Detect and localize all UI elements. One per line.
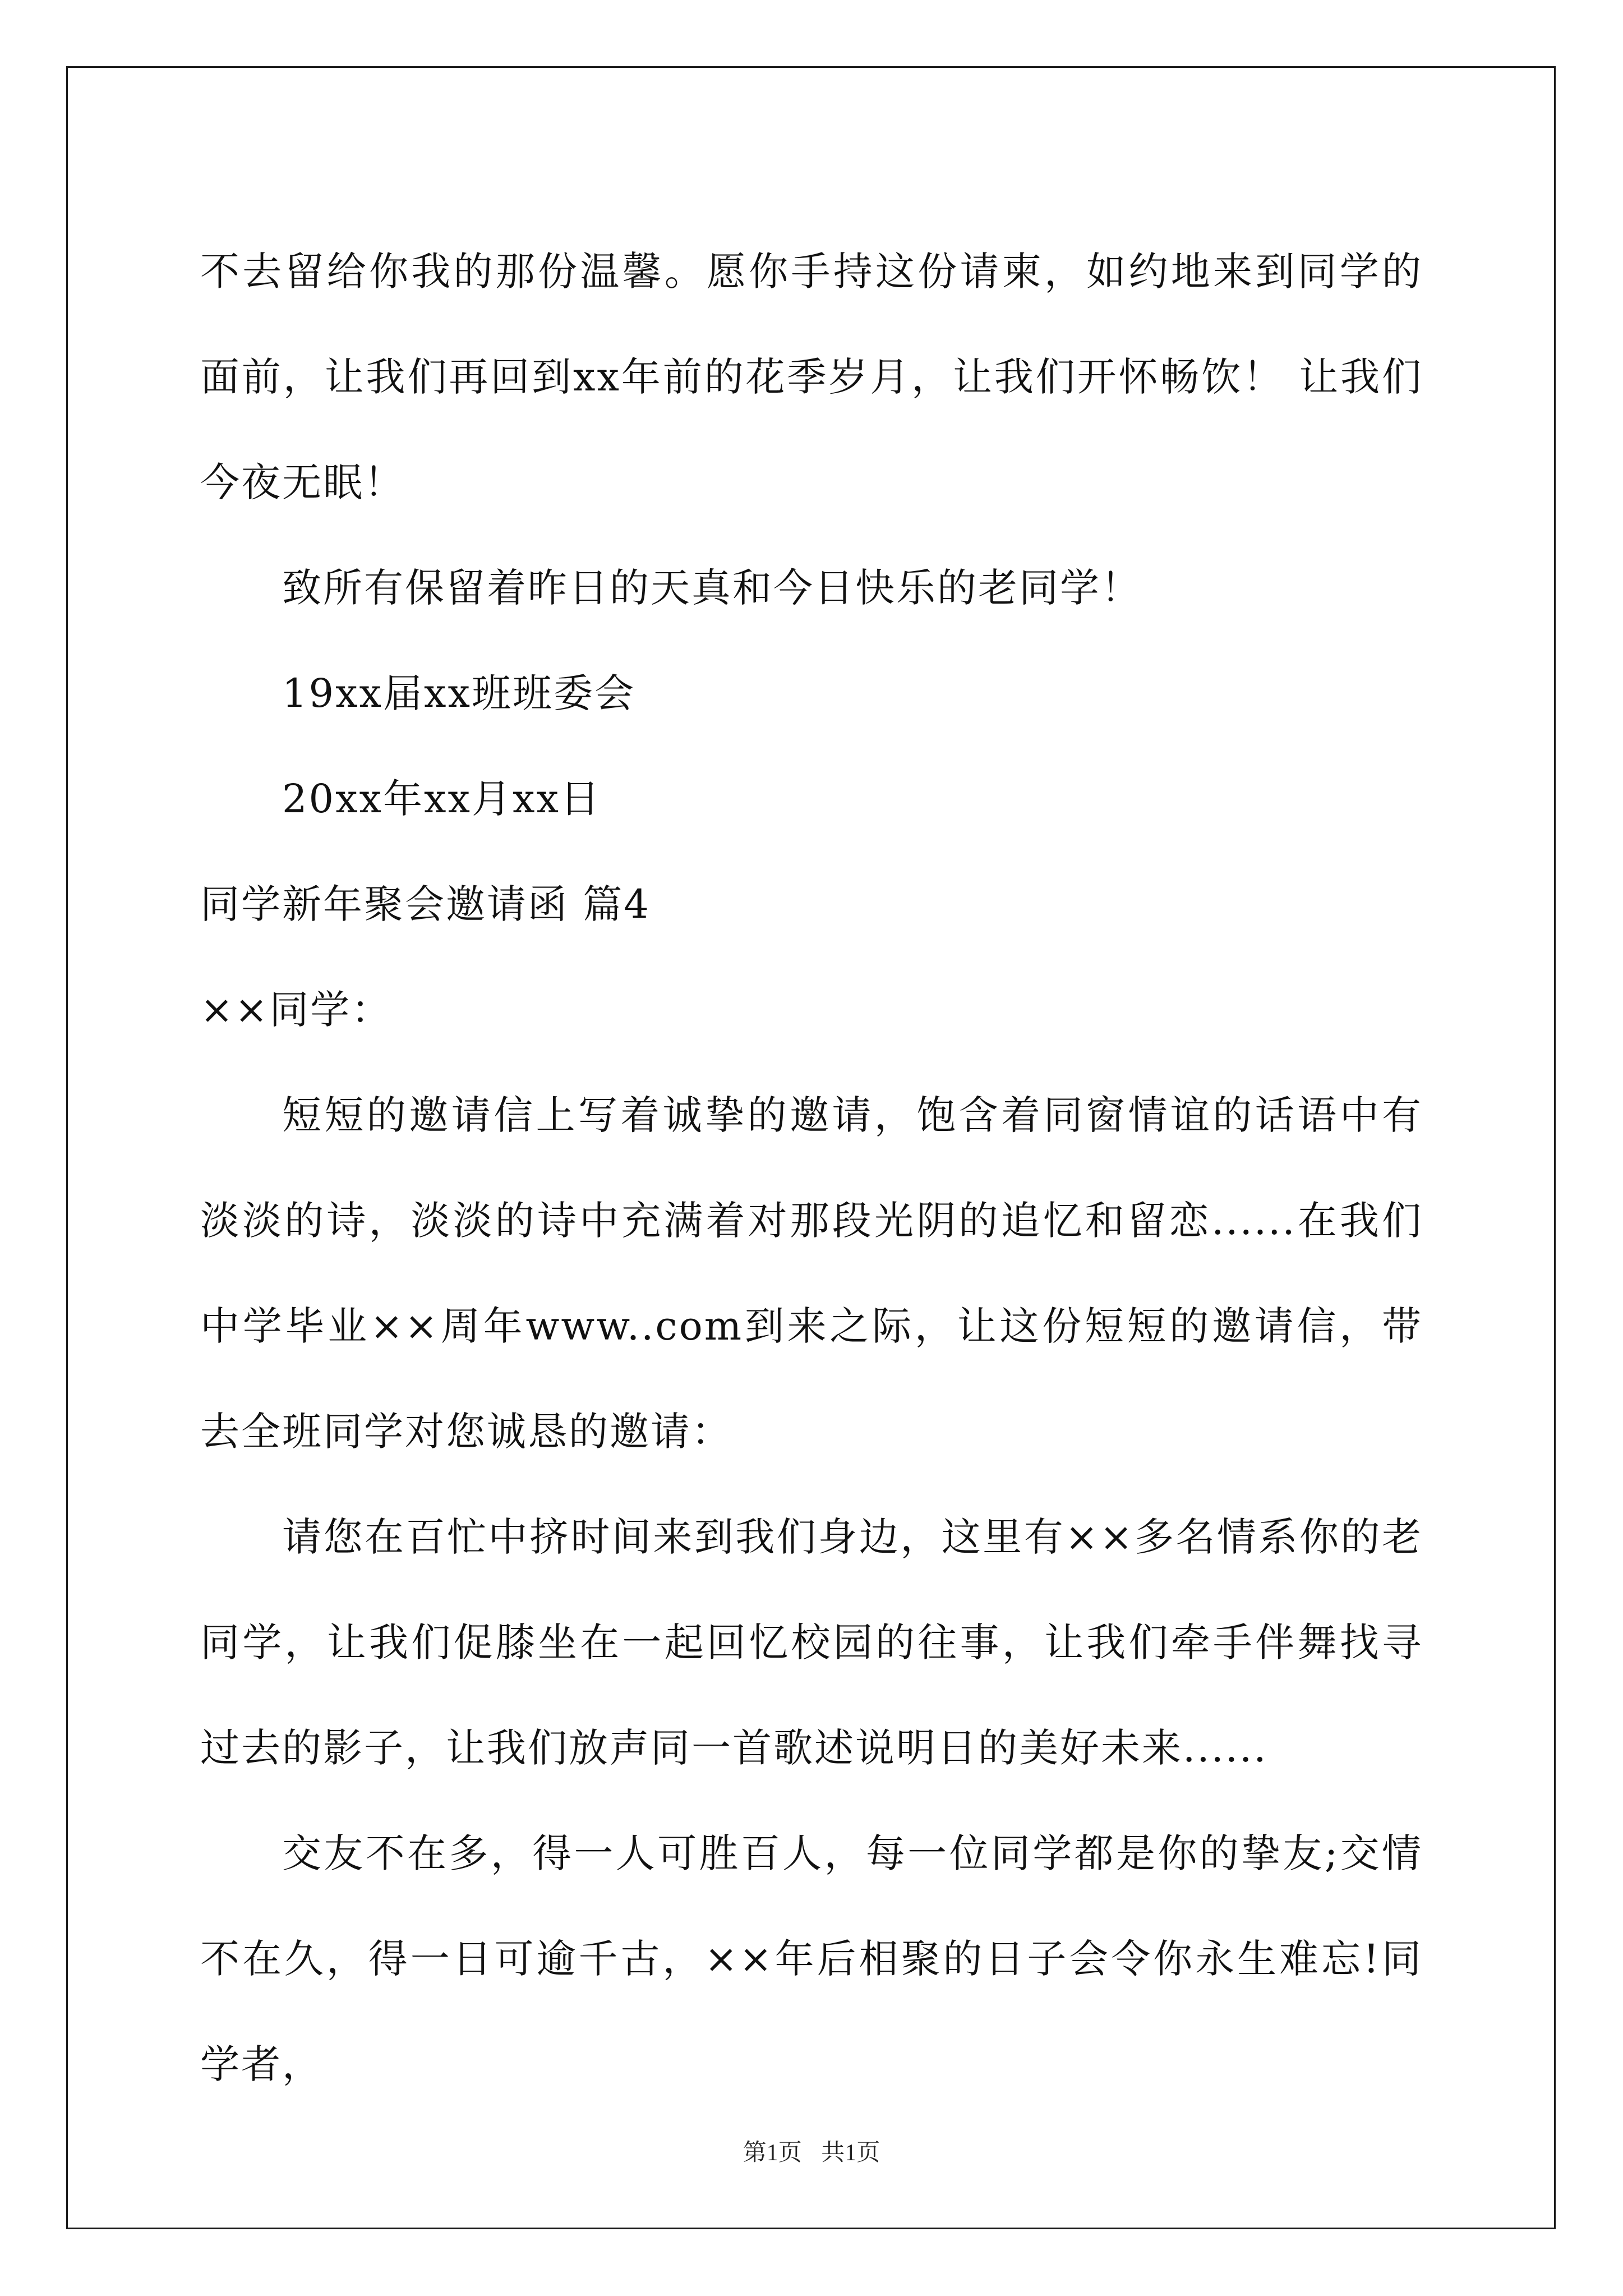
page-total: 共1页	[821, 2140, 880, 2166]
page-number: 第1页	[743, 2140, 802, 2166]
paragraph-5: 短短的邀请信上写着诚挚的邀请，饱含着同窗情谊的话语中有淡淡的诗，淡淡的诗中充满着对那段光阴的追忆和留恋......在我们中学毕业××周年www..com到来之际，让这份短短的邀请信，带去全班同学对您诚恳的邀请：	[200, 1092, 1423, 1455]
salutation: ××同学：	[200, 987, 393, 1033]
paragraph-3: 19xx届xx班班委会	[282, 670, 635, 716]
paragraph-4: 20xx年xx月xx日	[282, 776, 601, 822]
document-body	[200, 219, 1423, 2117]
paragraph-7: 交友不在多，得一人可胜百人，每一位同学都是你的挚友;交情不在久，得一日可逾千古，××年后相聚的日子会令你永生难忘!同学者，	[200, 1830, 1423, 2087]
paragraph-2: 致所有保留着昨日的天真和今日快乐的老同学！	[282, 565, 1142, 611]
paragraph-6: 请您在百忙中挤时间来到我们身边，这里有××多名情系你的老同学，让我们促膝坐在一起回忆校园的往事，让我们牵手伴舞找寻过去的影子，让我们放声同一首歌述说明日的美好未来......	[200, 1514, 1423, 1771]
section-heading: 同学新年聚会邀请函 篇4	[200, 881, 651, 927]
paragraph-1: 不去留给你我的那份温馨。愿你手持这份请柬，如约地来到同学的面前，让我们再回到xx年前的花季岁月，让我们开怀畅饮！ 让我们今夜无眠！	[200, 249, 1423, 505]
page-footer	[0, 2136, 1623, 2170]
